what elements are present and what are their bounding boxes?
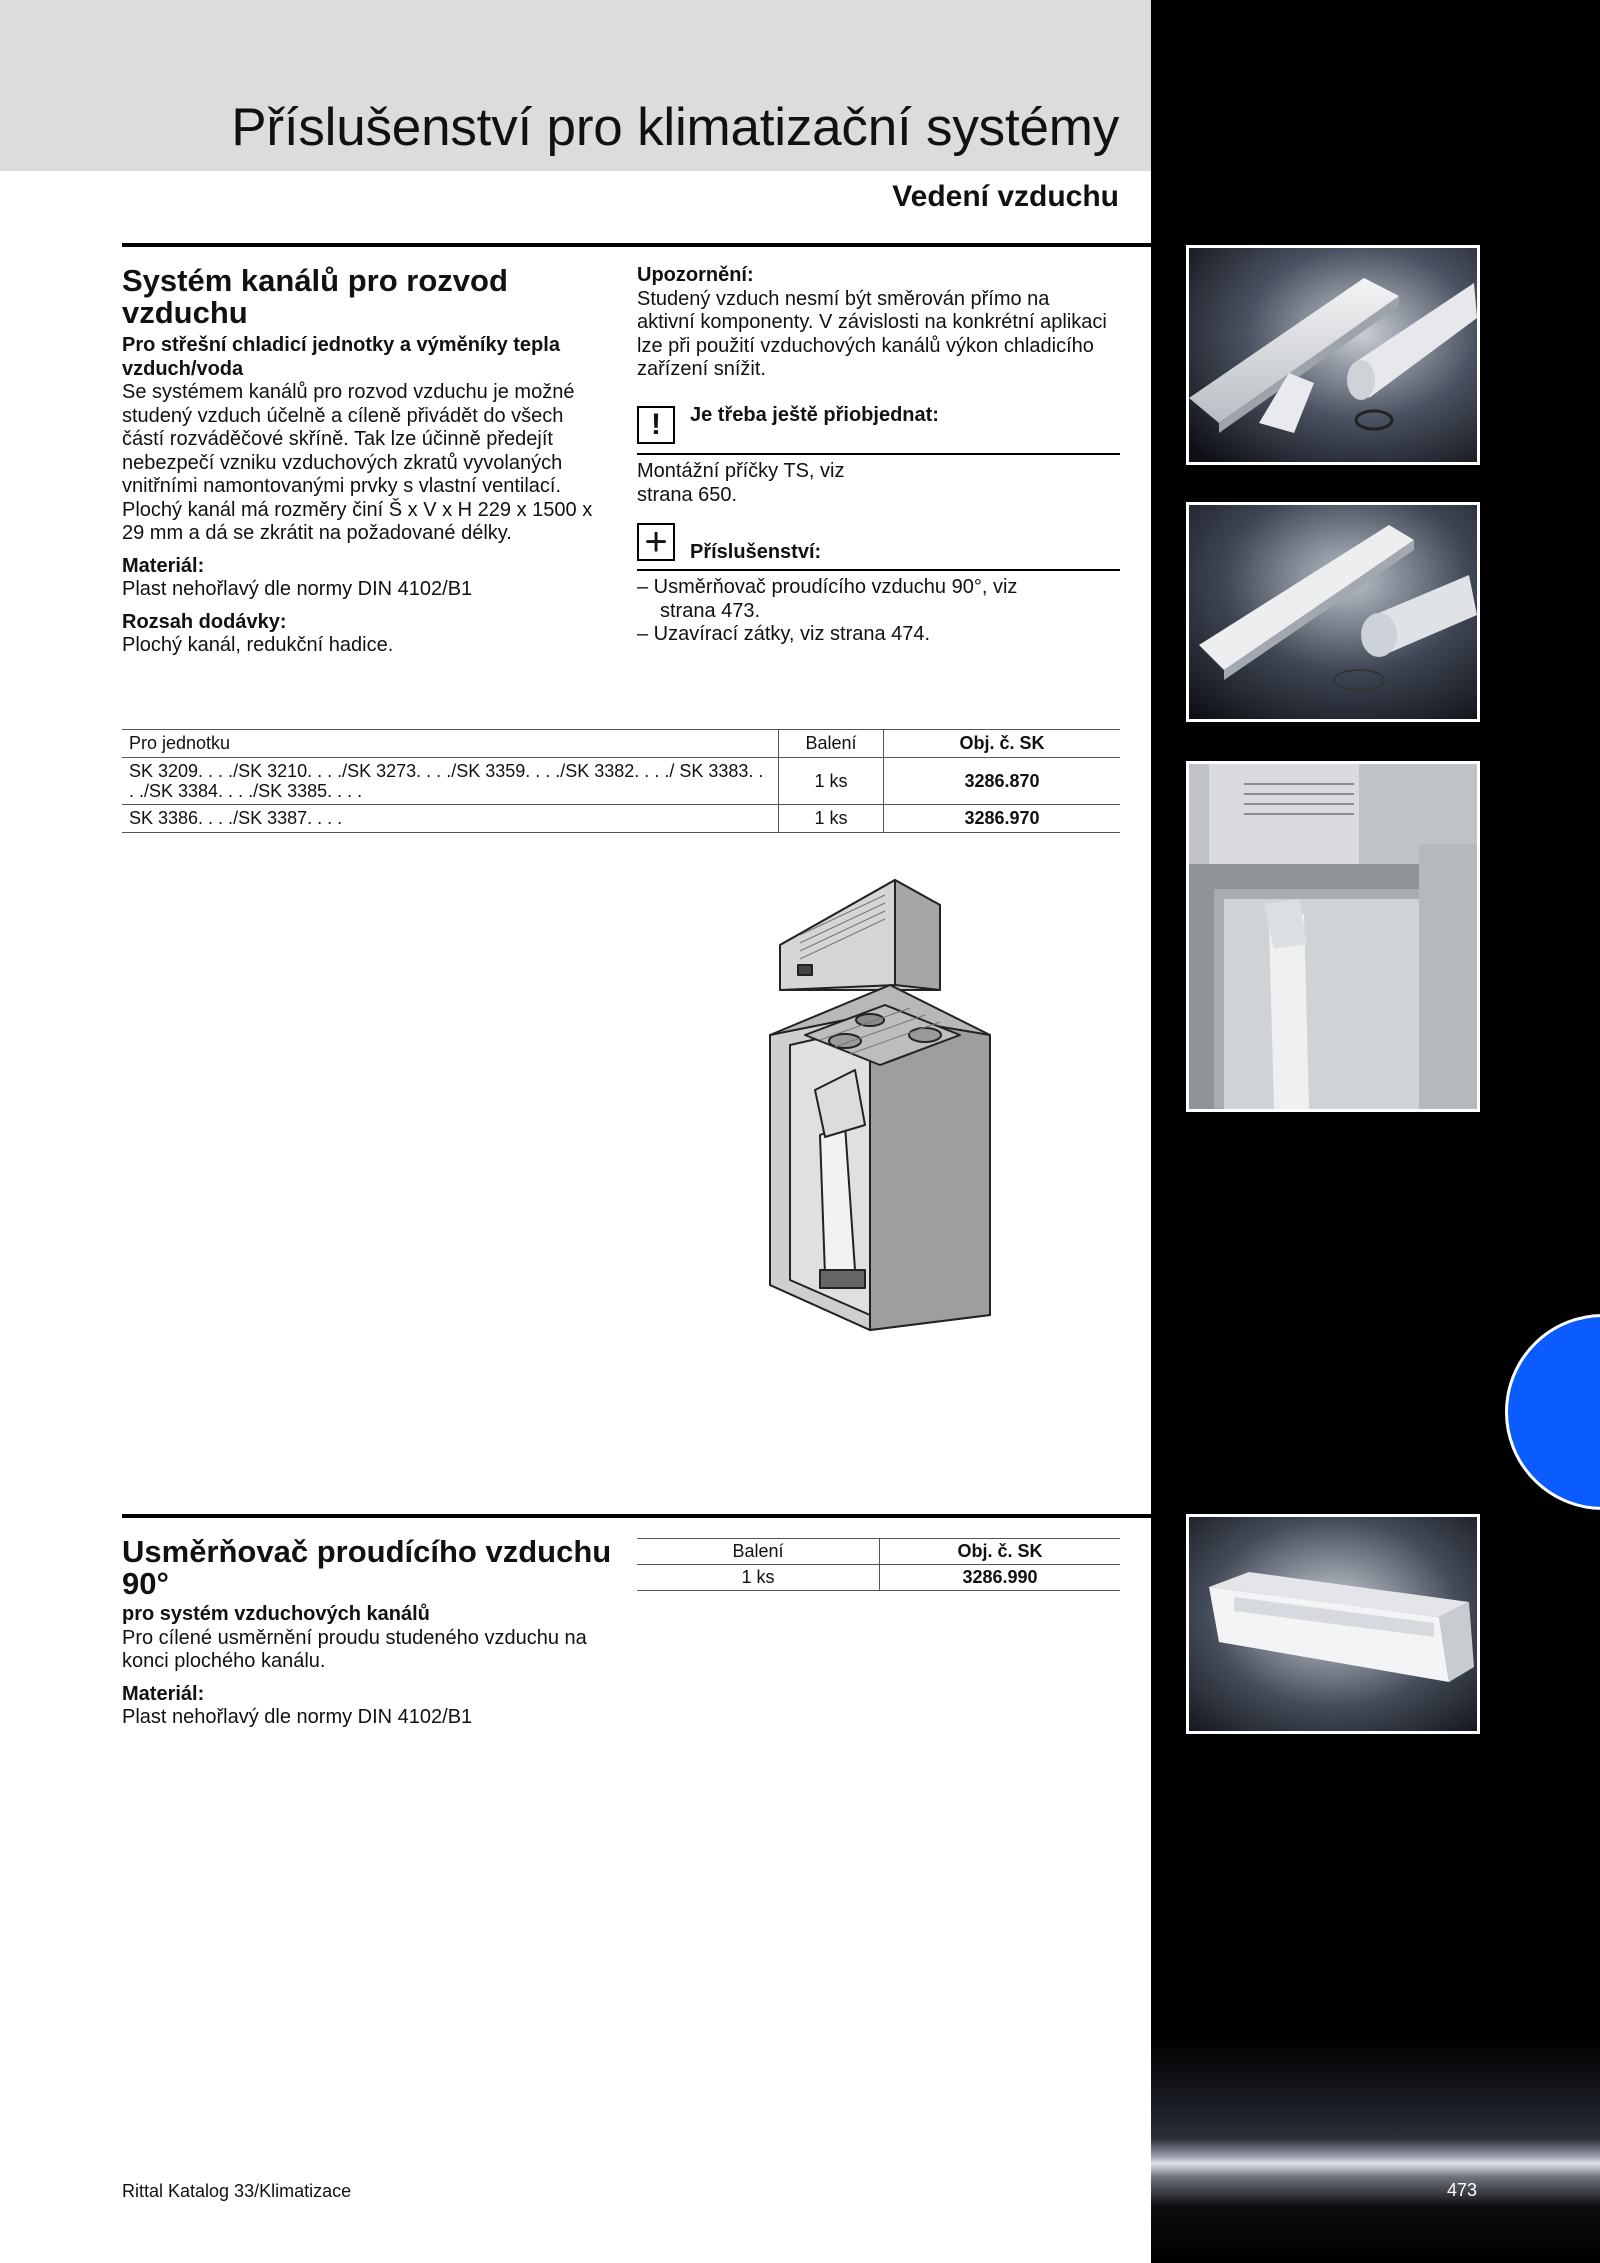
plus-icon: +: [637, 523, 675, 561]
installation-diagram: [760, 875, 1000, 1335]
material-value: Plast nehořlavý dle normy DIN 4102/B1: [122, 1706, 473, 1728]
accessories-label: Příslušenství:: [690, 541, 822, 563]
notice-text: Studený vzduch nesmí být směrován přímo na aktivní komponenty. V závislosti na konkrétní aplikaci lze při použití vzduchových kanálů výkon chladicího zařízení snížit.: [637, 287, 1107, 380]
product-table: [122, 729, 1120, 833]
material-value: Plast nehořlavý dle normy DIN 4102/B1: [122, 578, 473, 600]
table-row: [122, 758, 1120, 805]
product-photo-installed: [1186, 761, 1480, 1112]
product-subtitle: pro systém vzduchových kanálů: [122, 1603, 430, 1625]
material-label: Materiál:: [122, 1682, 205, 1705]
notice-label: Upozornění:: [637, 264, 754, 286]
accessories-rule: [637, 569, 1120, 571]
product-photo-duct-hose: [1186, 502, 1480, 722]
table-cell: 3286.870: [884, 758, 1121, 805]
footer-catalog: Rittal Katalog 33/Klimatizace: [122, 2181, 352, 2201]
table-cell: 1 ks: [637, 1565, 880, 1591]
table-header: Obj. č. SK: [880, 1539, 1121, 1565]
product-table: [637, 1538, 1120, 1591]
notice-block: [637, 264, 1107, 382]
scope-label: Rozsah dodávky:: [122, 610, 287, 633]
product-description: [122, 334, 607, 658]
table-header: Balení: [779, 730, 884, 758]
section-rule: [122, 243, 1151, 247]
section-title: Vedení vzduchu: [892, 180, 1119, 213]
order-text: Montážní příčky TS, viz strana 650.: [637, 460, 845, 506]
scope-value: Plochý kanál, redukční hadice.: [122, 634, 394, 656]
table-header: Obj. č. SK: [884, 730, 1121, 758]
section-rule: [122, 1514, 1151, 1518]
table-cell: 3286.990: [880, 1565, 1121, 1591]
description-text: Se systémem kanálů pro rozvod vzduchu je možné studený vzduch účelně a cíleně přivádět do všech částí rozváděčové skříně. Tak lze účinně předejít nebezpečí vzniku vzduchových zkratů vyvolaných vnitřními namontovanými prvky s vlastní ventilací.: [122, 381, 575, 497]
description-dimensions: Plochý kanál má rozměry činí Š x V x H 229 x 1500 x 29 mm a dá se zkrátit na požadované délky.: [122, 498, 593, 544]
table-cell: 3286.970: [884, 805, 1121, 833]
order-rule: [637, 453, 1120, 455]
accessory-item: – Uzavírací zátky, viz strana 474.: [637, 623, 931, 645]
material-label: Materiál:: [122, 554, 205, 577]
product-photo-deflector: [1186, 1514, 1480, 1734]
accessories-list: [637, 576, 1037, 647]
page-title: Příslušenství pro klimatizační systémy: [231, 98, 1119, 157]
table-header: Balení: [637, 1539, 880, 1565]
table-cell: SK 3209. . . ./SK 3210. . . ./SK 3273. . . ./SK 3359. . . ./SK 3382. . . ./ SK 3383. . . ./SK 3384. . . ./SK 3385. . . .: [122, 758, 779, 805]
page-number: 473: [1447, 2180, 1478, 2200]
order-label: Je třeba ještě přiobjednat:: [690, 404, 939, 426]
table-header-row: [637, 1539, 1120, 1565]
product-photo-duct-kit: [1186, 245, 1480, 465]
table-cell: 1 ks: [779, 758, 884, 805]
product-title: Usměrňovač proudícího vzduchu 90°: [122, 1534, 612, 1601]
product-title: Systém kanálů pro rozvod vzduchu: [122, 263, 508, 330]
table-row: [637, 1565, 1120, 1591]
accessory-item: – Usměrňovač proudícího vzduchu 90°, viz strana 473.: [637, 576, 1018, 622]
exclamation-icon: !: [637, 406, 675, 444]
table-cell: 1 ks: [779, 805, 884, 833]
product-subtitle: Pro střešní chladicí jednotky a výměníky tepla vzduch/voda: [122, 334, 560, 380]
table-header-row: [122, 730, 1120, 758]
table-header: Pro jednotku: [122, 730, 779, 758]
description-text: Pro cílené usměrnění proudu studeného vzduchu na konci plochého kanálu.: [122, 1626, 587, 1672]
table-cell: SK 3386. . . ./SK 3387. . . .: [122, 805, 779, 833]
product-description: [122, 1603, 607, 1730]
table-row: [122, 805, 1120, 833]
